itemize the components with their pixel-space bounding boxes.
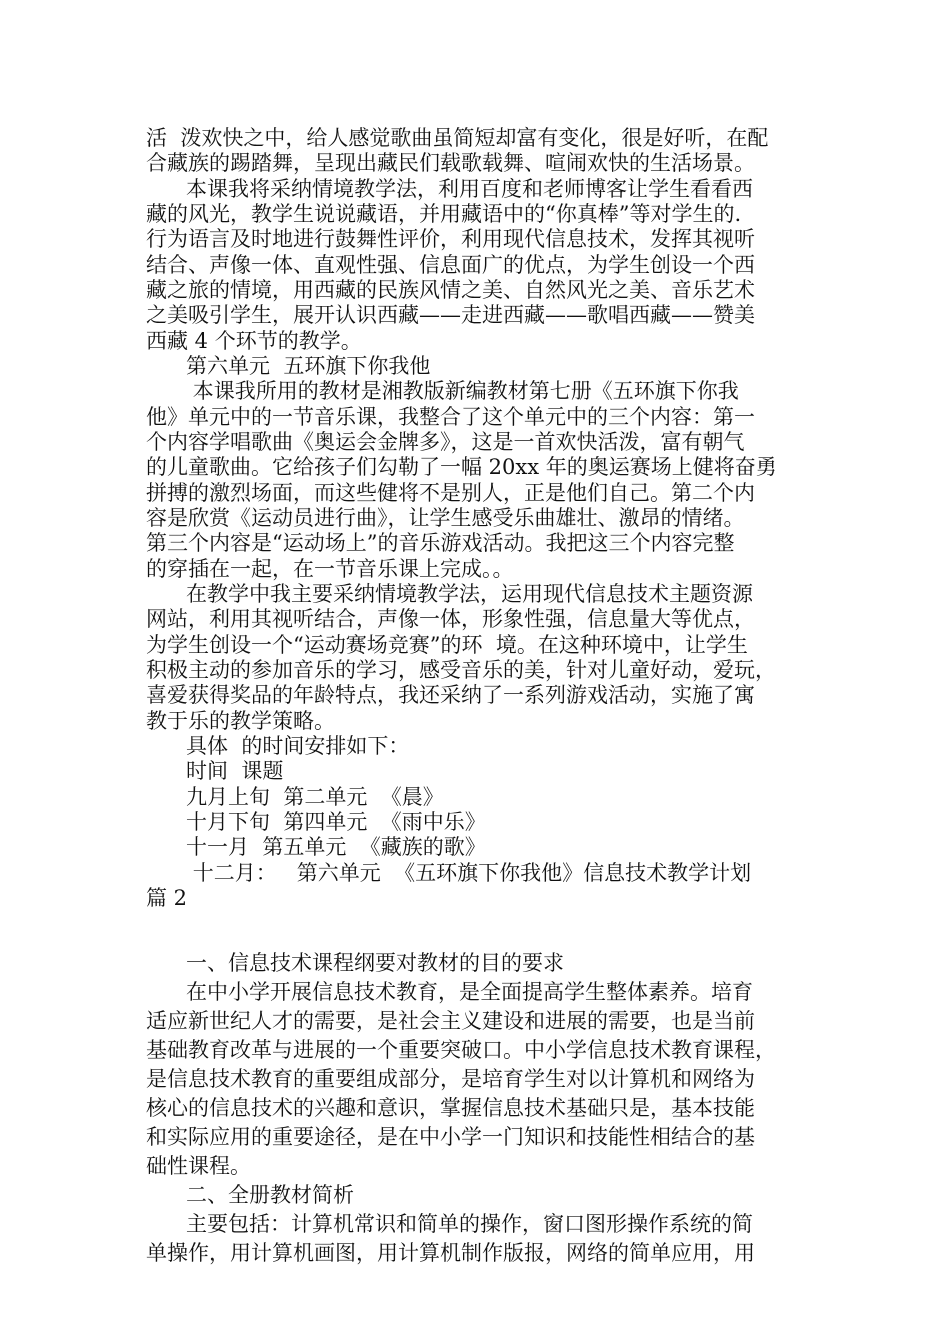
text-line: 主要包括：计算机常识和简单的操作，窗口图形操作系统的简 xyxy=(146,1212,754,1236)
schedule-row: 十月下旬 第四单元 《雨中乐》 xyxy=(146,810,486,834)
text-line: 藏之旅的情境，用西藏的民族风情之美、自然风光之美、音乐艺术 xyxy=(146,278,755,302)
text-line: 本课我所用的教材是湘教版新编教材第七册《五环旗下你我 xyxy=(146,379,739,404)
text-line: 是信息技术教育的重要组成部分，是培育学生对以计算机和网络为 xyxy=(146,1067,755,1091)
text-line: 教于乐的教学策略。 xyxy=(146,708,335,733)
text-line: 他》单元中的一节音乐课，我整合了这个单元中的三个内容：第一 xyxy=(146,404,755,429)
schedule-intro: 具体 的时间安排如下： xyxy=(146,734,410,758)
text-line: 第三个内容是“运动场上”的音乐游戏活动。我把这三个内容完整 xyxy=(146,531,735,556)
text-line: 适应新世纪人才的需要，是社会主义建设和进展的需要，也是当前 xyxy=(146,1009,755,1033)
text-line: 本课我将采纳情境教学法，利用百度和老师博客让学生看看西 xyxy=(146,176,754,201)
text-line: 藏的风光，教学生说说藏语，并用藏语中的“你真棒”等对学生的. xyxy=(146,202,742,226)
text-line: 合藏族的踢踏舞，呈现出藏民们载歌载舞、喧闹欢快的生活场景。 xyxy=(146,151,755,176)
text-line: 积极主动的参加音乐的学习，感受音乐的美，针对儿童好动，爱玩， xyxy=(146,658,776,682)
text-line: 拼搏的激烈场面，而这些健将不是别人，正是他们自己。第二个内 xyxy=(146,480,755,505)
text-line: 之美吸引学生，展开认识西藏——走进西藏——歌唱西藏——赞美 xyxy=(146,303,755,328)
schedule-row: 九月上旬 第二单元 《晨》 xyxy=(146,784,444,809)
text-line: 和实际应用的重要途径，是在中小学一门知识和技能性相结合的基 xyxy=(146,1125,755,1149)
text-line: 在教学中我主要采纳情境教学法，运用现代信息技术主题资源 xyxy=(146,582,754,606)
text-line: 核心的信息技术的兴趣和意识，掌握信息技术基础只是，基本技能 xyxy=(146,1096,755,1120)
text-line: 的穿插在一起，在一节音乐课上完成。。 xyxy=(146,556,514,581)
section-heading: 一、信息技术课程纲要对教材的目的要求 xyxy=(146,951,565,975)
text-line: 在中小学开展信息技术教育，是全面提高学生整体素养。培育 xyxy=(146,980,754,1004)
text-line: 喜爱获得奖品的年龄特点，我还采纳了一系列游戏活动，实施了寓 xyxy=(146,683,755,708)
text-line: 基础教育改革与进展的一个重要突破口。中小学信息技术教育课程， xyxy=(146,1038,776,1062)
text-line: 篇 2 xyxy=(146,886,188,910)
text-line: 网站，利用其视听结合，声像一体，形象性强，信息量大等优点， xyxy=(146,607,755,632)
section-heading: 二、全册教材简析 xyxy=(146,1183,355,1207)
text-line: 容是欣赏《运动员进行曲》，让学生感受乐曲雄壮、激昂的情绪。 xyxy=(146,506,745,530)
schedule-header: 时间 课题 xyxy=(146,759,284,784)
schedule-row: 十二月： 第六单元 《五环旗下你我他》信息技术教学计划 xyxy=(146,860,752,885)
section-heading: 第六单元 五环旗下你我他 xyxy=(146,354,431,378)
text-line: 单操作，用计算机画图，用计算机制作版报，网络的简单应用，用 xyxy=(146,1241,755,1265)
text-line: 个内容学唱歌曲《奥运会金牌多》，这是一首欢快活泼，富有朝气 xyxy=(146,430,745,454)
text-line: 西藏 4 个环节的教学。 xyxy=(146,328,362,353)
text-line: 行为语言及时地进行鼓舞性评价，利用现代信息技术，发挥其视听 xyxy=(146,227,755,252)
text-line: 结合、声像一体、直观性强、信息面广的优点，为学生创设一个西 xyxy=(146,252,755,277)
text-line: 活 泼欢快之中，给人感觉歌曲虽简短却富有变化，很是好听，在配 xyxy=(146,126,769,150)
text-line: 础性课程。 xyxy=(146,1154,251,1178)
schedule-row: 十一月 第五单元 《藏族的歌》 xyxy=(146,835,486,860)
text-line: 的儿童歌曲。它给孩子们勾勒了一幅 20xx 年的奥运赛场上健将奋勇 xyxy=(146,455,777,480)
text-line: 为学生创设一个“运动赛场竞赛”的环 境。在这种环境中，让学生 xyxy=(146,632,748,657)
